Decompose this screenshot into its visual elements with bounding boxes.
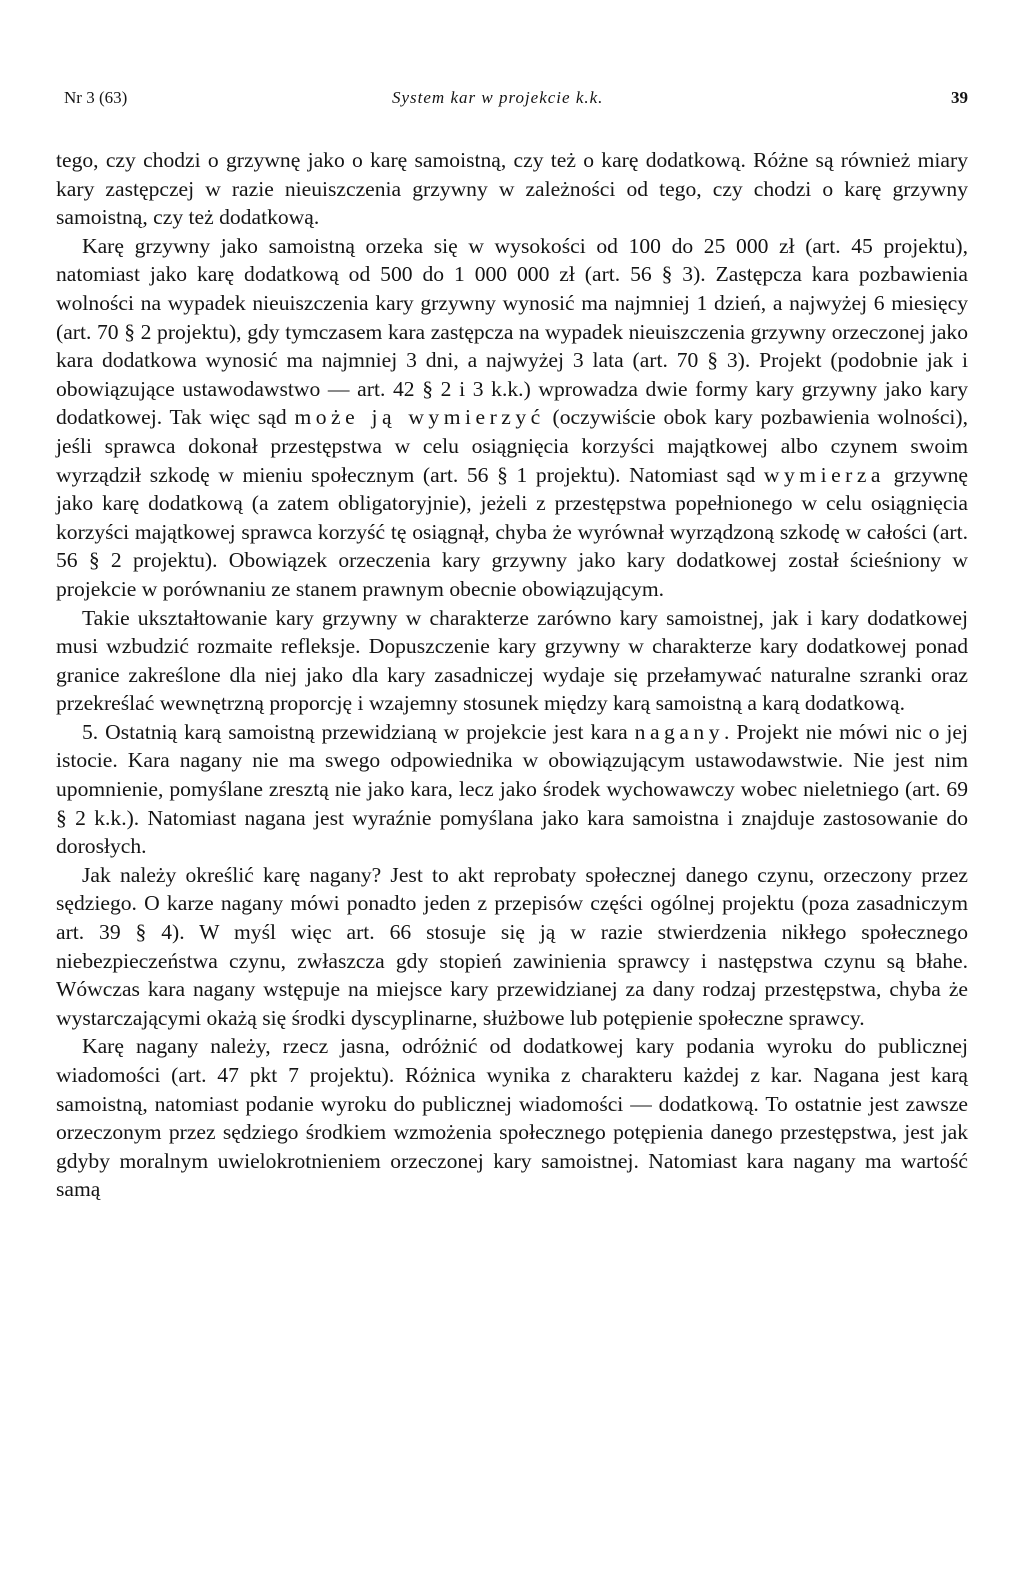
paragraph-text: Takie ukształtowanie kary grzywny w charakterze zarówno kary samoistnej, jak i kary dodatkowej musi wzbudzić rozmaite refleksje. Dopuszczenie kary grzywny w charakterze kary dodatkowej ponad granice zakreślone dla niej jako dla kary zasadniczej wydaje się przełamywać naturalne szranki oraz przekreślać wewnętrzną proporcję i wzajemny stosunek między karą samoistną a karą dodatkową.: [56, 605, 968, 716]
paragraph: [56, 146, 968, 232]
paragraph-text: grzywnę jako karę dodatkową (a zatem obligatoryjnie), jeżeli z przestępstwa popełnionego w celu osiągnięcia korzyści majątkowej sprawca korzyść tę osiągnął, chyba że wyrównał wyrządzoną szkodę w całości (art. 56 § 2 projektu). Obowiązek orzeczenia kary grzywny jako kary dodatkowej został ścieśniony w projekcie w porównaniu ze stanem prawnym obecnie obowiązującym.: [56, 462, 968, 601]
page-number: 39: [951, 88, 968, 107]
running-header: [56, 88, 968, 128]
paragraph-text: Jak należy określić karę nagany? Jest to akt reprobaty społecznej danego czynu, orzeczony przez sędziego. O karze nagany mówi ponadto jeden z przepisów części ogólnej projektu (poza zasadniczym art. 39 § 4). W myśl więc art. 66 stosuje się ją w razie stwierdzenia nikłego społecznego niebezpieczeństwa czynu, zwłaszcza gdy stopień zawinienia sprawcy i następstwa czynu są błahe. Wówczas kara nagany wstępuje na miejsce kary przewidzianej za dany rodzaj przestępstwa, chyba że wystarczającymi okażą się środki dyscyplinarne, służbowe lub potępienie społeczne sprawcy.: [56, 862, 968, 1030]
paragraph-text: (oczywiście obok kary pozbawienia wolności), jeśli sprawca dokonał przestępstwa w celu osiągnięcia korzyści majątkowej albo czynem swoim wyrządził szkodę w mieniu społecznym (art. 56 § 1 projektu). Natomiast sąd: [56, 405, 968, 487]
running-title: System kar w projekcie k.k.: [392, 88, 604, 107]
spaced-emphasis-text: nagany: [634, 719, 725, 744]
paragraph: [56, 232, 968, 604]
paragraph: [56, 1032, 968, 1204]
paragraph-text: 5. Ostatnią karą samoistną przewidzianą w projekcie jest kara: [82, 719, 635, 744]
paragraph-text: . Projekt nie mówi nic o jej istocie. Kara nagany nie ma swego odpowiednika w obowiązującym ustawodawstwie. Nie jest nim upomnienie, pomyślane zresztą nie jako kara, lecz jako środek wychowawczy wobec nieletniego (art. 69 § 2 k.k.). Natomiast nagana jest wyraźnie pomyślana jako kara samoistna i znajduje zastosowanie do dorosłych.: [56, 719, 968, 859]
body-text: [56, 146, 968, 1204]
paragraph: [56, 718, 968, 861]
paragraph: [56, 604, 968, 718]
paragraph-text: tego, czy chodzi o grzywnę jako o karę samoistną, czy też o karę dodatkową. Różne są również miary kary zastępczej w razie nieuiszczenia grzywny w zależności od tego, czy chodzi o karę grzywny samoistną, czy też dodatkową.: [56, 148, 968, 230]
issue-number: Nr 3 (63): [64, 88, 128, 107]
paragraph: [56, 861, 968, 1033]
spaced-emphasis-text: wymierza: [763, 462, 886, 487]
paragraph-text: Karę grzywny jako samoistną orzeka się w wysokości od 100 do 25 000 zł (art. 45 projektu), natomiast jako karę dodatkową od 500 do 1 000 000 zł (art. 56 § 3). Zastępcza kara pozbawienia wolności na wypadek nieuiszczenia kary grzywny wynosić ma najmniej 1 dzień, a najwyżej 6 miesięcy (art. 70 § 2 projektu), gdy tymczasem kara zastępcza na wypadek nieuiszczenia grzywny orzeczonej jako kara dodatkowa wynosić ma najmniej 3 dni, a najwyżej 3 lata (art. 70 § 3). Projekt (podobnie jak i obowiązujące ustawodawstwo — art. 42 § 2 i 3 k.k.) wprowadza dwie formy kary grzywny jako kary dodatkowej. Tak więc sąd: [56, 233, 968, 430]
spaced-emphasis-text: może ją wymierzyć: [294, 405, 545, 430]
paragraph-text: Karę nagany należy, rzecz jasna, odróżnić od dodatkowej kary podania wyroku do publicznej wiadomości (art. 47 pkt 7 projektu). Różnica wynika z charakteru każdej z kar. Nagana jest karą samoistną, natomiast podanie wyroku do publicznej wiadomości — dodatkową. To ostatnie jest zawsze orzeczonym przez sędziego środkiem wzmożenia społecznego potępienia danego przestępstwa, jest jak gdyby moralnym uwielokrotnieniem orzeczonej kary samoistnej. Natomiast kara nagany ma wartość samą: [56, 1034, 968, 1202]
